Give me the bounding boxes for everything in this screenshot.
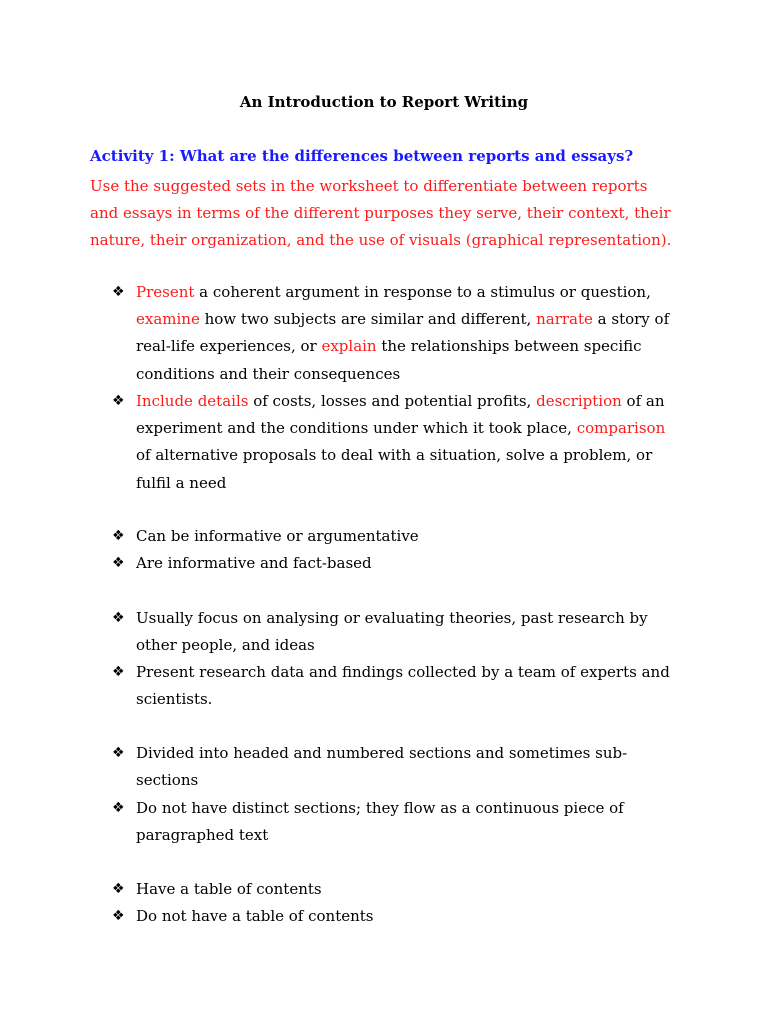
text-segment: a story of real-life experiences, or [136, 310, 670, 356]
diamond-bullet-icon: ❖ [112, 528, 125, 544]
diamond-bullet-icon: ❖ [112, 881, 125, 897]
text-segment: Are informative and fact-based [136, 554, 372, 572]
list-item [112, 795, 682, 849]
text-segment: Present research data and findings collected by a team of experts and scientists. [136, 663, 670, 709]
activity-heading: Activity 1: What are the differences between reports and essays? [90, 147, 634, 165]
text-segment: a coherent argument in response to a stimulus or question, [194, 283, 651, 301]
diamond-bullet-icon: ❖ [112, 555, 125, 571]
list-item [112, 876, 682, 903]
diamond-bullet-icon: ❖ [112, 800, 125, 816]
instructions-line: Use the suggested sets in the worksheet to differentiate between reports [90, 177, 648, 195]
text-segment: of an experiment and the conditions under which it took place, [136, 392, 665, 438]
emphasis-keyword: explain [321, 337, 377, 356]
emphasis-keyword: Include details [136, 392, 249, 410]
text-segment: the relationships between specific conditions and their consequences [136, 337, 642, 383]
instructions-line: and essays in terms of the different purposes they serve, their context, their [90, 204, 671, 222]
diamond-bullet-icon: ❖ [112, 908, 125, 924]
list-item [112, 740, 682, 794]
text-segment: Do not have a table of contents [136, 907, 374, 925]
list-item-text [136, 279, 682, 388]
emphasis-keyword: Present [136, 283, 195, 301]
document-title: An Introduction to Report Writing [239, 93, 529, 111]
list-item-text [136, 795, 682, 849]
text-segment: how two subjects are similar and different, [199, 310, 537, 329]
list-item-text [136, 388, 682, 497]
list-item [112, 388, 682, 497]
text-segment: Divided into headed and numbered sections and sometimes sub-sections [136, 744, 628, 790]
list-item [112, 605, 682, 659]
list-item-text [136, 550, 682, 577]
list-item-text [136, 903, 682, 930]
emphasis-keyword: narrate [536, 310, 593, 329]
list-item [112, 523, 682, 550]
list-item-text [136, 659, 682, 713]
diamond-bullet-icon: ❖ [112, 284, 125, 300]
text-segment: Can be informative or argumentative [136, 527, 419, 545]
activity-instructions [90, 173, 690, 254]
diamond-bullet-icon: ❖ [112, 745, 125, 761]
text-segment: Do not have distinct sections; they flow as a continuous piece of paragraphed text [136, 799, 624, 845]
list-item-text [136, 740, 682, 794]
text-segment: Usually focus on analysing or evaluating theories, past research by other people, and ideas [136, 609, 648, 655]
diamond-bullet-icon: ❖ [112, 610, 125, 626]
emphasis-keyword: comparison [576, 419, 666, 438]
list-item-text [136, 605, 682, 659]
list-item [112, 903, 682, 930]
list-item [112, 550, 682, 577]
emphasis-keyword: description [536, 392, 622, 410]
diamond-bullet-icon: ❖ [112, 393, 125, 409]
instructions-line: nature, their organization, and the use of visuals (graphical representation). [90, 231, 672, 249]
list-item-text [136, 876, 682, 903]
list-item-text [136, 523, 682, 550]
text-segment: of alternative proposals to deal with a situation, solve a problem, or fulfil a need [136, 446, 653, 492]
diamond-bullet-icon: ❖ [112, 664, 125, 680]
text-segment: of costs, losses and potential profits, [248, 392, 537, 410]
list-item [112, 659, 682, 713]
emphasis-keyword: examine [136, 310, 200, 329]
list-item [112, 279, 682, 388]
text-segment: Have a table of contents [136, 880, 322, 898]
